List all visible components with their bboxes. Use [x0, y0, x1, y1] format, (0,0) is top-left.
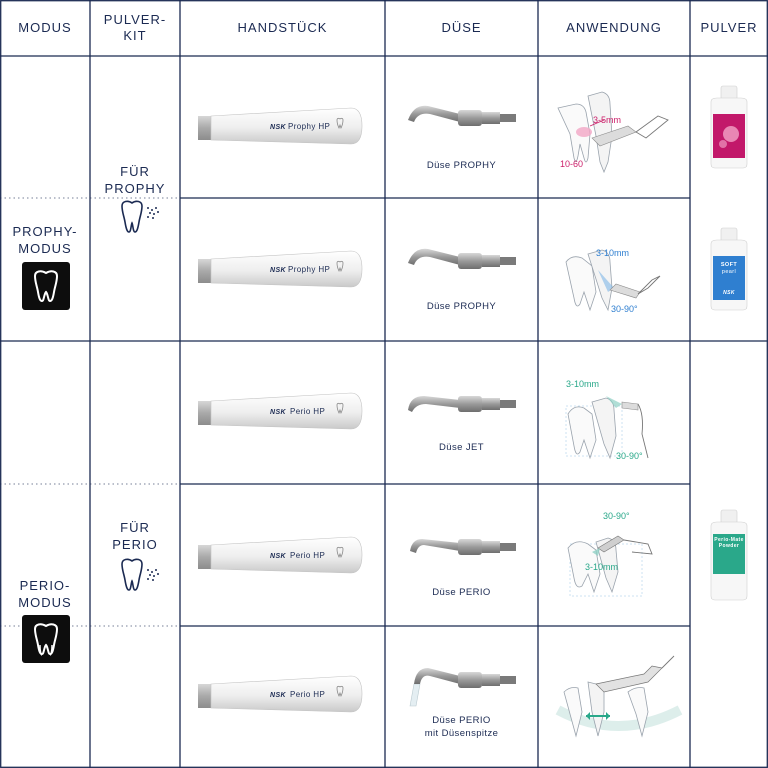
- handpiece-brand: NSK: [270, 267, 286, 274]
- handpiece-model: Perio HP: [290, 407, 326, 416]
- nozzle-label: Düse PERIO: [432, 587, 491, 598]
- handpiece-brand: NSK: [270, 409, 286, 416]
- tooth-powder-icon: [118, 198, 162, 236]
- tooth-mark-icon: [335, 546, 351, 560]
- nozzle-jet-illustration: [404, 382, 524, 426]
- kit-label-perio: FÜR PERIO: [112, 520, 158, 552]
- header-pulver: PULVER: [700, 20, 758, 35]
- nozzle-prophy-illustration: [404, 239, 524, 283]
- powder-label: SOFT: [720, 262, 738, 268]
- powder-label: pearl: [721, 269, 737, 275]
- header-pulver-kit: PULVER- KIT: [103, 12, 167, 43]
- nozzle-label: Düse PERIO mit Düsenspitze: [424, 715, 499, 739]
- tooth-powder-icon: [118, 556, 162, 594]
- mode-label-prophy: PROPHY- MODUS: [12, 224, 78, 256]
- tooth-icon: [22, 262, 70, 310]
- handpiece-model: Perio HP: [290, 551, 326, 560]
- tooth-mark-icon: [335, 402, 351, 416]
- application-annotation: 3-10mm: [596, 248, 630, 258]
- application-annotation: 30-90°: [611, 304, 638, 314]
- header-anwendung: ANWENDUNG: [566, 20, 662, 35]
- nozzle-perio-tip-illustration: [400, 654, 524, 710]
- handpiece-brand: NSK: [270, 692, 286, 699]
- application-annotation: 10-60: [560, 159, 584, 169]
- application-annotation: 3-5mm: [593, 115, 622, 125]
- handpiece-model: Prophy HP: [288, 122, 331, 131]
- header-duese: DÜSE: [441, 20, 482, 35]
- powder-brand: NSK: [723, 290, 735, 296]
- nozzle-perio-illustration: [404, 525, 524, 569]
- application-diagram-perio: [552, 514, 686, 606]
- nozzle-label: Düse PROPHY: [426, 160, 497, 171]
- header-modus: MODUS: [18, 20, 72, 35]
- nozzle-label: Düse PROPHY: [426, 301, 497, 312]
- application-annotation: 3-10mm: [585, 562, 619, 572]
- application-annotation: 3-10mm: [566, 379, 600, 389]
- kit-label-prophy: FÜR PROPHY: [104, 164, 166, 196]
- tooth-mark-icon: [335, 685, 351, 699]
- tooth-icon: [22, 615, 70, 663]
- powder-label: Powder: [718, 543, 740, 549]
- application-diagram-perio-tip: [552, 652, 686, 748]
- powder-label: Perio-Mate: [714, 537, 744, 543]
- handpiece-model: Prophy HP: [288, 265, 331, 274]
- handpiece-brand: NSK: [270, 124, 286, 131]
- tooth-mark-icon: [335, 117, 351, 131]
- application-annotation: 30-90°: [603, 511, 630, 521]
- header-handstueck: HANDSTÜCK: [237, 20, 328, 35]
- handpiece-model: Perio HP: [290, 690, 326, 699]
- handpiece-brand: NSK: [270, 553, 286, 560]
- tooth-mark-icon: [335, 260, 351, 274]
- powder-bottle-flash-pearl: [703, 84, 755, 170]
- nozzle-prophy-illustration: [404, 96, 524, 140]
- powder-bottle-perio-mate: [703, 508, 755, 602]
- nozzle-label: Düse JET: [439, 442, 484, 453]
- mode-label-perio: PERIO- MODUS: [18, 578, 72, 610]
- application-annotation: 30-90°: [616, 451, 643, 461]
